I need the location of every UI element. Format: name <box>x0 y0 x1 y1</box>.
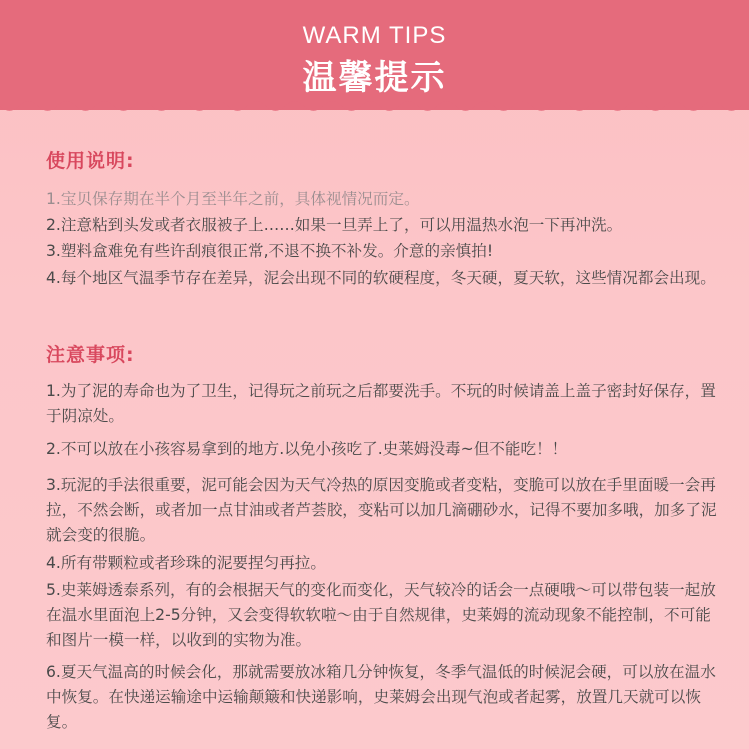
notes-item: 5.史莱姆透泰系列，有的会根据天气的变化而变化，天气较冷的话会一点硬哦～可以带包装一起放在温水里面泡上2-5分钟，又会变得软软啦～由于自然规律，史莱姆的流动现象不能控制，不可能和图片一模一样，以收到的实物为准。 <box>46 581 716 649</box>
usage-item: 2.注意粘到头发或者衣服被子上……如果一旦弄上了，可以用温热水泡一下再冲洗。 <box>46 216 623 234</box>
notes-item: 4.所有带颗粒或者珍珠的泥要捏匀再拉。 <box>46 554 326 572</box>
usage-item: 3.塑料盒难免有些许刮痕很正常,不退不换不补发。介意的亲慎拍! <box>46 242 494 260</box>
usage-item: 4.每个地区气温季节存在差异，泥会出现不同的软硬程度，冬天硬，夏天软，这些情况都会出现。 <box>46 269 716 287</box>
notes-item: 6.夏天气温高的时候会化，那就需要放冰箱几分钟恢复，冬季气温低的时候泥会硬，可以放在温水中恢复。在快递运输途中运输颠簸和快递影响，史莱姆会出现气泡或者起雾，放置几天就可以恢复。 <box>46 663 716 731</box>
header-en-title: WARM TIPS <box>302 22 447 49</box>
usage-item: 1.宝贝保存期在半个月至半年之前，具体视情况而定。 <box>46 190 420 208</box>
header-cn-title: 温馨提示 <box>302 58 447 98</box>
notes-section-title: 注意事项: <box>46 344 135 366</box>
wave-border <box>0 98 749 128</box>
usage-section-title: 使用说明: <box>46 150 135 172</box>
notes-item: 3.玩泥的手法很重要，泥可能会因为天气冷热的原因变脆或者变粘，变脆可以放在手里面暖一会再拉，不然会断，或者加一点甘油或者芦荟胶，变粘可以加几滴硼砂水，记得不要加多哦，加多了泥就会变的很脆。 <box>46 476 717 544</box>
notes-item: 2.不可以放在小孩容易拿到的地方.以免小孩吃了.史莱姆没毒~但不能吃！！ <box>46 440 568 458</box>
notes-item: 1.为了泥的寿命也为了卫生，记得玩之前玩之后都要洗手。不玩的时候请盖上盖子密封好保存，置于阴凉处。 <box>46 382 716 425</box>
